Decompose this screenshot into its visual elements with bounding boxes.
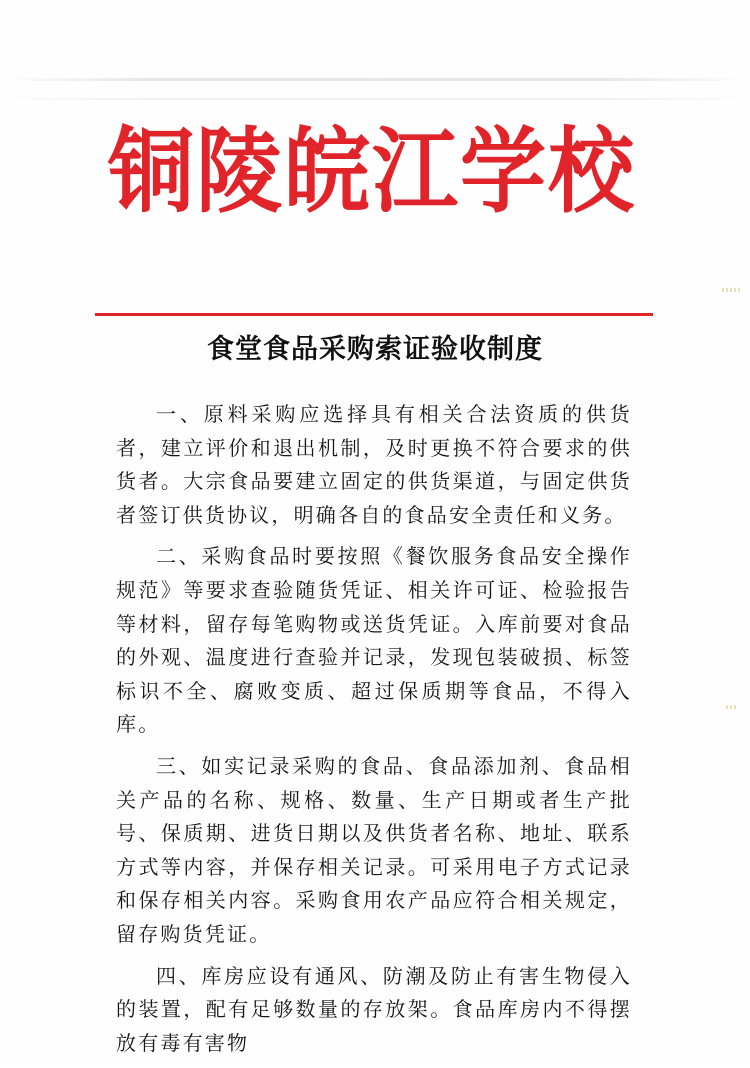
paragraph-3: 三、如实记录采购的食品、食品添加剂、食品相关产品的名称、规格、数量、生产日期或者生产批号、保质期、进货日期以及供货者名称、地址、联系方式等内容，并保存相关记录。可采用电子方式记录和保存相关内容。采购食用农产品应符合相关规定，留存购货凭证。 [116,753,632,946]
letterhead-red-rule [95,313,653,316]
scan-artifact [722,288,740,292]
paragraph-1: 一、原料采购应选择具有相关合法资质的供货者，建立评价和退出机制，及时更换不符合要求的供货者。大宗食品要建立固定的供货渠道，与固定供货者签订供货协议，明确各自的食品安全责任和义务。 [116,402,632,527]
scan-artifact [726,705,736,709]
scan-artifact [0,78,750,81]
scan-artifact [0,98,750,100]
paragraph-4: 四、库房应设有通风、防潮及防止有害生物侵入的装置，配有足够数量的存放架。食品库房内不得摆放有毒有害物 [116,963,632,1055]
paragraph-2: 二、采购食品时要按照《餐饮服务食品安全操作规范》等要求查验随货凭证、相关许可证、检验报告等材料，留存每笔购物或送货凭证。入库前要对食品的外观、温度进行查验并记录，发现包装破损、标签标识不全、腐败变质、超过保质期等食品，不得入库。 [116,544,632,737]
document-title: 食堂食品采购索证验收制度 [207,334,543,365]
document-body [116,398,632,1068]
letterhead-school-name: 铜陵皖江学校 [108,116,636,226]
